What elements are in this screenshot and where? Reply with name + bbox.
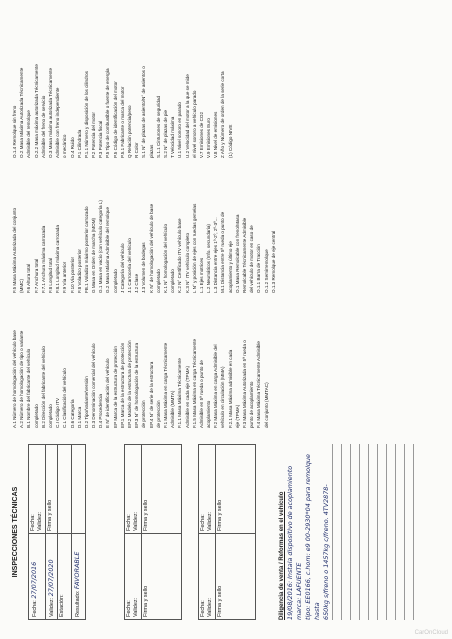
field-line: o mecánico bbox=[62, 134, 68, 158]
field-line: A.2 Número de homologación de tipo o variante bbox=[19, 330, 25, 428]
field-line: punto de acoplamiento bbox=[249, 381, 255, 428]
validez-value: 27/07/2020 bbox=[47, 559, 55, 597]
ruled-line bbox=[405, 444, 414, 620]
field-line: L N° y posición de ejes con ruedas gemelas bbox=[191, 203, 197, 293]
field-line: T Velocidad máxima bbox=[170, 116, 176, 158]
field-line: D.1 Marca bbox=[76, 406, 82, 428]
field-line: F.6 Altura total bbox=[26, 263, 32, 293]
field-line: P.5 Tipo de combustible o fuente de energía bbox=[105, 68, 111, 158]
field-line: F.1 Masa Máxima en carga Técnicamente bbox=[162, 342, 168, 428]
diligencia-heading: Diligencia de venta / Reformas en el vehículo bbox=[279, 491, 285, 620]
fields-column-3 bbox=[12, 32, 235, 158]
field-line: F.5 Masa Máxima Autorizada del conjunto bbox=[12, 207, 17, 293]
field-line: Admisible del freno de servicio bbox=[40, 95, 46, 158]
field-line: P.3 Potencia fiscal bbox=[98, 120, 104, 158]
field-line: O.1.1 Barra de Tracción bbox=[256, 244, 262, 293]
field-line: F.8 Voladizo posterior bbox=[76, 249, 82, 293]
field-line: L.2 Neumáticos (Info. secundaria) bbox=[206, 224, 212, 293]
diligencia-line: tipo: EE0166, c.hom: e9 00-2930*04 para remolque hasta bbox=[304, 454, 321, 620]
field-line: O.3 Masa máxima autorizada Técnicamente bbox=[47, 67, 53, 158]
field-line: O.1.2 Semirremolque bbox=[263, 249, 269, 293]
fecha-label: Fecha: bbox=[200, 514, 206, 531]
field-line: F.4 Masa Máxima Técnicamente Admisible bbox=[256, 341, 262, 428]
field-line: D.2 Tipo/Variante/Versión bbox=[83, 376, 89, 428]
field-line: eje (TPMA) bbox=[234, 404, 240, 428]
field-line: O.4 Ruido bbox=[69, 137, 75, 158]
validez-label: Validez: bbox=[133, 511, 139, 531]
field-line: F.10 Vía posterior bbox=[69, 256, 75, 293]
firma-label: Firma y sello bbox=[217, 585, 223, 617]
field-line: S.2 N° de plazas de pie bbox=[162, 109, 168, 158]
field-line: O.1.4 Remolque sin freno bbox=[12, 105, 17, 158]
field-line: V.9 Emisiones Euro bbox=[206, 118, 212, 158]
field-line: Admisible con freno independiente bbox=[55, 87, 61, 158]
estacion-label: Estación: bbox=[59, 594, 65, 617]
field-line: de protección bbox=[141, 400, 147, 428]
field-line: R Color bbox=[134, 142, 140, 158]
validez-label: Validez: bbox=[207, 511, 213, 531]
field-line: D.6 Categoría bbox=[69, 399, 75, 428]
field-line: J.3 Volumen de bodegas bbox=[141, 242, 147, 293]
field-line: B.2 Dirección del fabricante del vehículo bbox=[40, 346, 46, 428]
field-line: acoplamiento y último eje bbox=[227, 241, 233, 293]
field-line: de protección bbox=[155, 400, 161, 428]
field-line: D.3 Denominación comercial del vehículo bbox=[91, 343, 97, 428]
field-line: C.L Clasificación del vehículo bbox=[62, 368, 68, 428]
field-line: P.5.1 Fabricante o marca del motor bbox=[119, 86, 125, 158]
field-line: F.8.1 Longitud máxima carrozada bbox=[55, 225, 61, 293]
field-line: F.2.1 Masa Máxima admisible en cada bbox=[227, 349, 233, 428]
field-line: J.2 Clase bbox=[134, 273, 140, 293]
field-line: del conjunto (MMTAC) bbox=[263, 382, 269, 428]
field-line: F.1.5 Masa Máxima en carga Técnicamente bbox=[191, 338, 197, 428]
firma-label: Firma y sello bbox=[217, 499, 223, 531]
field-line: G Masa en Orden de marcha (MOM) bbox=[91, 217, 97, 293]
field-line: C.I Código ITV bbox=[55, 397, 61, 428]
field-line: Admisible en cada eje (TPMA) bbox=[184, 365, 190, 428]
firma-label: Firma y sello bbox=[143, 585, 149, 617]
field-line: acoplamiento bbox=[206, 400, 212, 428]
field-line: FB.1 Voladizo máximo posterior carrozado bbox=[83, 206, 89, 293]
field-line: L.3 Distancia entre ejes 1º-2º, 2º-3º... bbox=[213, 217, 219, 293]
field-line: P.5 Código de identificación del motor bbox=[112, 81, 118, 158]
ruled-line bbox=[387, 444, 396, 620]
field-line: Admisible (MMTA) bbox=[170, 390, 176, 428]
field-line: K N° de homologación del vehículo de base bbox=[148, 203, 154, 293]
inspection-block-3 bbox=[198, 444, 256, 620]
ruled-line bbox=[342, 444, 351, 620]
field-line: O.2.2 Masa máxima autorizada Técnicamente bbox=[33, 64, 39, 158]
field-line: L.1 Ejes motrices bbox=[198, 257, 204, 293]
field-line: EP Marca de la estructura de protección bbox=[112, 346, 118, 428]
field-line: vehículo en circulación (MMA) bbox=[220, 366, 226, 428]
fecha-label: Fecha: bbox=[200, 600, 206, 617]
field-line: F.2 Masa Máxima en carga Admisible del bbox=[213, 344, 219, 428]
field-line: Q Relación potencia/peso bbox=[127, 105, 132, 158]
field-line: B.1 Nombre del fabricante del vehículo bbox=[26, 348, 32, 428]
ruled-line bbox=[360, 444, 369, 620]
field-line: F.3 Masa Máxima Autorizada en 5ª rueda o bbox=[242, 340, 247, 428]
field-line: completado bbox=[155, 269, 161, 293]
field-line: G.2 Masa Máxima Admisible del remolque bbox=[105, 206, 111, 293]
field-line: F.7.1 Anchura máxima carrozada bbox=[40, 225, 46, 293]
field-line: K.3 N° ITV vehículo completo bbox=[184, 232, 190, 293]
field-line: V.8 Nivel de emisiones bbox=[213, 111, 219, 158]
field-line: P.1 Cilindrada bbox=[76, 129, 82, 158]
field-line: (1) Código NIVE bbox=[227, 124, 233, 158]
field-line: EP.3 N° de homologación de la estructura bbox=[134, 342, 140, 428]
field-line: D.4 Procedencia bbox=[98, 394, 104, 428]
field-line: plazas bbox=[148, 144, 154, 158]
field-line: F.8 Longitud total bbox=[47, 258, 53, 293]
fields-column-1 bbox=[12, 298, 271, 428]
field-line: E N° de identificación del vehículo bbox=[105, 358, 111, 428]
diligencia-line: 19/08/2016: Instala dispositivo de acoplamiento marca: LAFUENTE bbox=[286, 465, 303, 620]
field-line: Admisible del remolque bbox=[26, 110, 32, 158]
rotated-page bbox=[6, 28, 426, 628]
field-line: del vehículo de motor en caso de bbox=[249, 225, 255, 293]
field-line: EP.4 N° de serie de la estructura bbox=[148, 361, 154, 428]
field-line: U.1 Nivel sonoro en parado bbox=[177, 102, 183, 158]
inspection-block-1 bbox=[28, 444, 86, 620]
field-line: Remolcable Técnicamente Admisible bbox=[242, 217, 247, 293]
field-line: J.1 Carrocería del vehículo bbox=[127, 238, 132, 293]
validez-label: Validez: bbox=[37, 511, 43, 531]
ruled-line bbox=[333, 444, 342, 620]
field-line: O.1.3 Remolque de eje central bbox=[270, 230, 276, 293]
field-line: completado bbox=[170, 269, 176, 293]
ruled-line bbox=[369, 444, 378, 620]
firma-label: Firma y sello bbox=[143, 499, 149, 531]
field-line: K.2 N° Certificado ITV vehículo base bbox=[177, 218, 183, 293]
ruled-line bbox=[396, 444, 405, 620]
fecha-label: Fecha: bbox=[30, 514, 36, 531]
field-line: P.1.1 Número y disposición de los cilindros bbox=[83, 71, 89, 158]
page-title: INSPECCIONES TÉCNICAS bbox=[12, 486, 19, 578]
field-line: Admisible en 5ª rueda o punto de bbox=[198, 360, 204, 428]
field-line: U.2 Velocidad del motor a la que se mide bbox=[184, 74, 190, 158]
field-line: Z Año y Número de orden de la serie corta bbox=[220, 71, 226, 158]
field-line: A.1 Número de homologación del vehículo base bbox=[12, 330, 17, 428]
field-line: S.1.1 Cinturones de seguridad bbox=[155, 95, 161, 158]
fecha-label: Fecha: bbox=[126, 514, 132, 531]
field-line: S.1 N° de plazas de asiento/N° de asientos o bbox=[141, 66, 147, 158]
field-line: P.2 Potencia del motor bbox=[91, 112, 97, 158]
field-line: J Categoría del vehículo bbox=[119, 243, 125, 293]
validez-label: Validez: bbox=[207, 597, 213, 617]
field-line: el nivel sonoro a vehículo parado bbox=[191, 90, 197, 158]
field-line: completado bbox=[33, 404, 39, 428]
field-line: K.1 N° homologación del vehículo bbox=[162, 224, 168, 293]
field-line: F.7 Anchura total bbox=[33, 258, 39, 293]
field-line: (MMC) bbox=[19, 278, 25, 293]
field-line: V.7 Emisiones de CO2 bbox=[198, 111, 204, 158]
field-line: completado bbox=[47, 404, 53, 428]
firma-label: Firma y sello bbox=[47, 499, 53, 531]
field-line: G.1 Masa en vacío (con vehículo categoría L) bbox=[98, 200, 104, 293]
watermark: CarOnCloud bbox=[414, 630, 448, 636]
resultado-label: Resultado: bbox=[75, 590, 81, 617]
field-line: EP.1 Marca de la estructura de protección bbox=[119, 342, 125, 428]
field-line: M.1 Distancia entre 5ª rueda o punto de bbox=[220, 211, 226, 293]
fecha-value: 27/07/2016 bbox=[30, 561, 38, 599]
field-line: F.1.1 Masa Máxima Técnicamente bbox=[177, 358, 183, 428]
ruled-line bbox=[324, 444, 333, 620]
validez-label: Validez: bbox=[133, 597, 139, 617]
inspection-block-2 bbox=[124, 444, 182, 620]
resultado-value: FAVORABLE bbox=[73, 551, 81, 590]
field-line: O.2 Masa Máxima Autorizada Técnicamente bbox=[19, 67, 25, 158]
field-line: completado bbox=[112, 269, 118, 293]
fields-column-2 bbox=[12, 163, 278, 293]
ruled-line bbox=[378, 444, 387, 620]
validez-label: Validez: bbox=[49, 597, 55, 617]
field-line: O.1 Masa Remolcable con freno/Masa bbox=[234, 214, 240, 293]
ruled-line bbox=[351, 444, 360, 620]
ruled-lines bbox=[324, 444, 414, 620]
fecha-label: Fecha: bbox=[126, 600, 132, 617]
fecha-label: Fecha: bbox=[32, 600, 38, 617]
diligencia-line: 650kg s/freno o 1457kg c/freno. 4TV2878- bbox=[322, 484, 330, 620]
field-line: F.9 Vía anterior bbox=[62, 261, 68, 293]
field-line: EP.2 Modelo de la estructura de protección bbox=[127, 340, 132, 428]
